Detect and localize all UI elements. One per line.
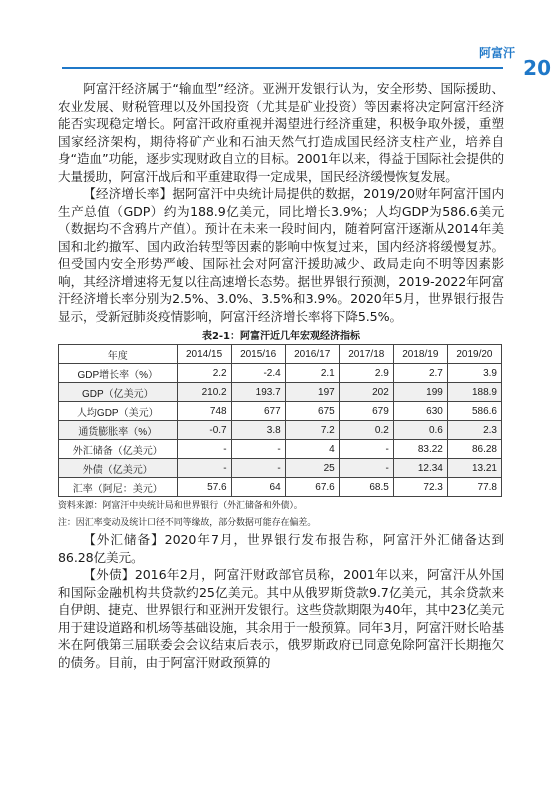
table-row-label: GDP（亿美元） xyxy=(59,383,178,402)
running-header-country: 阿富汗 xyxy=(478,46,515,60)
debt-text: 2016年2月，阿富汗财政部官员称，2001年以来，阿富汗从外国和国际金融机构共贷款约25亿美元。其中从俄罗斯贷款9.7亿美元，其余贷款来自伊朗、捷克、世界银行和亚洲开发银行。这些贷款期限为40年，其中23亿美元用于建设道路和机场等基础设施，其余用于一般预算。同年3月，阿富汗财长哈基米在阿俄第三届联委会会议结束后表示，俄罗斯政府已同意免除阿富汗长期拖欠的债务。目前，由于阿富汗财政预算的 xyxy=(58,567,504,670)
table-header-cell: 2015/16 xyxy=(231,345,285,364)
growth-text: 据阿富汗中央统计局提供的数据，2019/20财年阿富汗国内生产总值（GDP）约为188.9亿美元，同比增长3.9%；人均GDP为586.6美元（数据均不含鸦片产值）。预计在未来一段时间内，随着阿富汗逐渐从2014年美国和北约撤军、国内政治转型等因素的影响中恢复过来，国内经济将缓慢复苏。但受国内安全形势严峻、国际社会对阿富汗援助减少、政局走向不明等因素影响，其经济增速将无复以往高速增长态势。据世界银行预测，2019-2022年阿富汗经济增长率分别为2.5%、3.0%、3.5%和3.9%。2020年5月，世界银行报告显示，受新冠肺炎疫情影响，阿富汗经济增长率将下降5.5%。 xyxy=(58,186,504,324)
table-cell: -0.7 xyxy=(177,421,231,440)
table-row xyxy=(59,402,502,421)
table-header-cell: 2017/18 xyxy=(339,345,393,364)
table-cell: 210.2 xyxy=(177,383,231,402)
macro-indicators-table xyxy=(58,344,502,497)
paragraph-forex xyxy=(58,531,504,566)
section-head-growth: 【经济增长率】 xyxy=(83,186,173,201)
page-number: 20 xyxy=(523,56,551,80)
table-note: 注：因汇率变动及统计口径不同等缘故，部分数据可能存在偏差。 xyxy=(58,518,317,528)
table-row-label: 外汇储备（亿美元） xyxy=(59,440,178,459)
table-cell: 197 xyxy=(285,383,339,402)
table-cell: 202 xyxy=(339,383,393,402)
table-cell: 679 xyxy=(339,402,393,421)
table-cell: 2.7 xyxy=(393,364,447,383)
table-cell: 86.28 xyxy=(447,440,501,459)
table-cell: 2.2 xyxy=(177,364,231,383)
table-row xyxy=(59,478,502,497)
paragraph-growth-rate xyxy=(58,185,504,325)
table-cell: 630 xyxy=(393,402,447,421)
forex-text: 2020年7月，世界银行发布报告称，阿富汗外汇储备达到86.28亿美元。 xyxy=(58,532,504,565)
table-cell: 3.9 xyxy=(447,364,501,383)
table-cell: 3.8 xyxy=(231,421,285,440)
table-cell: 2.9 xyxy=(339,364,393,383)
table-cell: 4 xyxy=(285,440,339,459)
table-header-cell: 2016/17 xyxy=(285,345,339,364)
table-row-label: GDP增长率（%） xyxy=(59,364,178,383)
table-cell: 675 xyxy=(285,402,339,421)
table-source: 资料来源：阿富汗中央统计局和世界银行（外汇储备和外债）。 xyxy=(58,501,303,511)
table-cell: 83.22 xyxy=(393,440,447,459)
table-cell: 2.3 xyxy=(447,421,501,440)
table-cell: 677 xyxy=(231,402,285,421)
paragraph-economy-type: 阿富汗经济属于“输血型”经济。亚洲开发银行认为，安全形势、国际援助、农业发展、财税管理以及外国投资（尤其是矿业投资）等因素将决定阿富汗经济能否实现稳定增长。阿富汗政府重视并渴望进行经济重建，积极争取外援，重塑国家经济架构，期待将矿产业和石油天然气打造成国民经济支柱产业，培养自身“造血”功能，逐步实现财政自立的目标。2001年以来，得益于国际社会提供的大量援助，阿富汗战后和平重建取得一定成果，国民经济缓慢恢复发展。 xyxy=(58,81,504,184)
table-cell: 188.9 xyxy=(447,383,501,402)
table-cell: - xyxy=(231,440,285,459)
table-cell: 0.2 xyxy=(339,421,393,440)
table-row xyxy=(59,383,502,402)
table-cell: 25 xyxy=(285,459,339,478)
table-cell: 586.6 xyxy=(447,402,501,421)
page-content xyxy=(58,80,504,671)
table-header-cell: 2018/19 xyxy=(393,345,447,364)
table-cell: 2.1 xyxy=(285,364,339,383)
table-row xyxy=(59,364,502,383)
table-header-row xyxy=(59,345,502,364)
table-cell: 72.3 xyxy=(393,478,447,497)
table-row xyxy=(59,459,502,478)
table-header-cell: 2019/20 xyxy=(447,345,501,364)
table-row-label: 通货膨胀率（%） xyxy=(59,421,178,440)
table-cell: 57.6 xyxy=(177,478,231,497)
table-cell: 748 xyxy=(177,402,231,421)
table-cell: - xyxy=(177,459,231,478)
table-cell: 0.6 xyxy=(393,421,447,440)
table-header-cell: 2014/15 xyxy=(177,345,231,364)
table-cell: 64 xyxy=(231,478,285,497)
section-head-debt: 【外债】 xyxy=(83,567,135,582)
table-cell: 77.8 xyxy=(447,478,501,497)
table-header-cell: 年度 xyxy=(59,345,178,364)
table-cell: 193.7 xyxy=(231,383,285,402)
section-head-forex: 【外汇储备】 xyxy=(83,532,165,547)
table-cell: - xyxy=(177,440,231,459)
table-body xyxy=(59,364,502,497)
table-cell: - xyxy=(339,459,393,478)
paragraph-external-debt xyxy=(58,566,504,671)
table-cell: 68.5 xyxy=(339,478,393,497)
table-row xyxy=(59,440,502,459)
header-rule xyxy=(62,67,503,69)
table-cell: 12.34 xyxy=(393,459,447,478)
table-row-label: 人均GDP（美元） xyxy=(59,402,178,421)
table-cell: 7.2 xyxy=(285,421,339,440)
page-header xyxy=(0,0,559,80)
table-cell: - xyxy=(231,459,285,478)
table-cell: -2.4 xyxy=(231,364,285,383)
table-cell: 13.21 xyxy=(447,459,501,478)
table-row-label: 汇率（阿尼：美元） xyxy=(59,478,178,497)
table-cell: 199 xyxy=(393,383,447,402)
table-row-label: 外债（亿美元） xyxy=(59,459,178,478)
table-cell: - xyxy=(339,440,393,459)
table-title: 表2-1：阿富汗近几年宏观经济指标 xyxy=(201,331,361,342)
table-row xyxy=(59,421,502,440)
table-cell: 67.6 xyxy=(285,478,339,497)
